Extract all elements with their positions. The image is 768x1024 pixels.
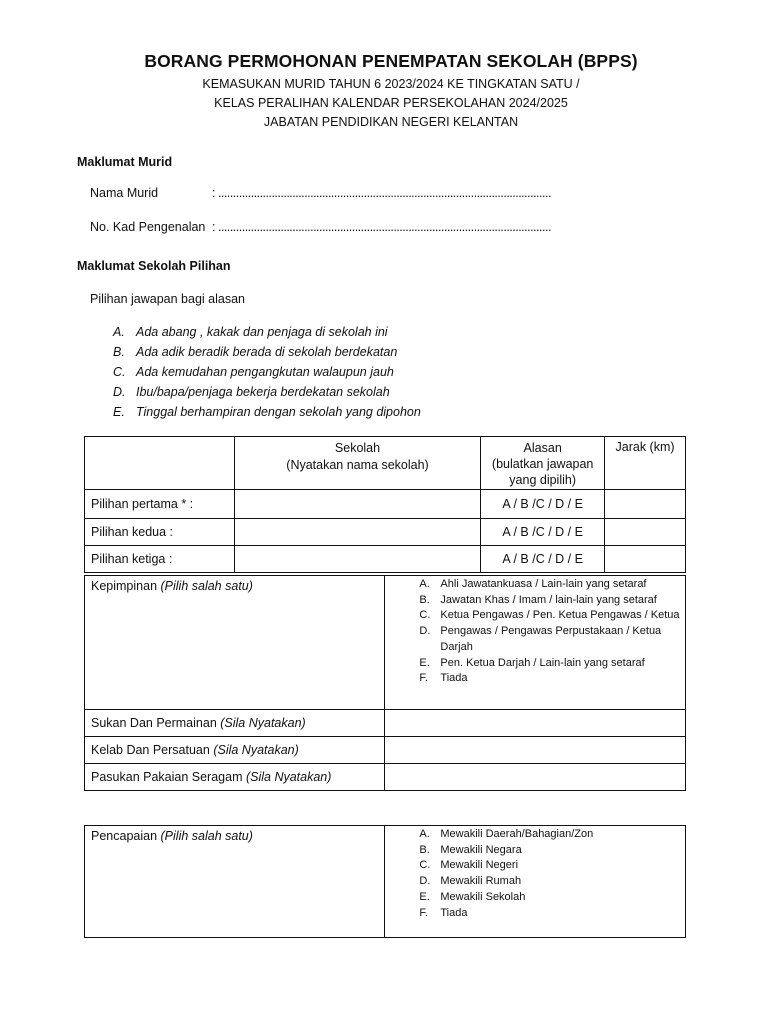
sports-label: Sukan Dan Permainan (Sila Nyatakan)	[85, 710, 385, 737]
achievement-options-cell[interactable]	[385, 826, 686, 938]
reason-option: D. Ibu/bapa/penjaga bekerja berdekatan sekolah	[113, 385, 390, 399]
school-name-cell[interactable]	[234, 519, 481, 546]
school-name-cell[interactable]	[234, 490, 481, 519]
uniform-input-cell[interactable]	[385, 764, 686, 791]
student-name-label: Nama Murid	[90, 186, 159, 200]
student-ic-field[interactable]: : ................................................................................................................	[212, 220, 551, 234]
form-subtitle-line-1: KEMASUKAN MURID TAHUN 6 2023/2024 KE TINGKATAN SATU /	[202, 77, 580, 91]
activities-table	[84, 575, 686, 791]
achievement-option[interactable]: C. Mewakili Negeri	[419, 859, 519, 872]
achievement-option[interactable]: B. Mewakili Negara	[419, 843, 522, 856]
table-row	[85, 764, 686, 791]
table-row	[85, 519, 686, 546]
achievement-option[interactable]: D. Mewakili Rumah	[419, 875, 522, 888]
reason-option: A. Ada abang , kakak dan penjaga di sekolah ini	[113, 325, 388, 339]
choice-label: Pilihan kedua :	[85, 519, 235, 546]
leadership-options-cell[interactable]	[385, 576, 686, 710]
uniform-label: Pasukan Pakaian Seragam (Sila Nyatakan)	[85, 764, 385, 791]
table-row	[85, 490, 686, 519]
table-header-blank	[85, 437, 235, 490]
achievement-option[interactable]: E. Mewakili Sekolah	[419, 890, 526, 903]
table-row	[85, 576, 686, 710]
leadership-option[interactable]: E. Pen. Ketua Darjah / Lain-lain yang setaraf	[419, 656, 645, 669]
reason-choice-cell[interactable]: A / B /C / D / E	[481, 519, 605, 546]
form-subtitle-line-2: KELAS PERALIHAN KALENDAR PERSEKOLAHAN 2024/2025	[214, 96, 568, 110]
reason-options-intro: Pilihan jawapan bagi alasan	[90, 292, 245, 306]
choice-label: Pilihan ketiga :	[85, 546, 235, 573]
leadership-option[interactable]: B. Jawatan Khas / Imam / lain-lain yang setaraf	[419, 593, 657, 606]
club-label: Kelab Dan Persatuan (Sila Nyatakan)	[85, 737, 385, 764]
table-row	[85, 710, 686, 737]
form-subtitle-line-3: JABATAN PENDIDIKAN NEGERI KELANTAN	[263, 115, 519, 129]
school-name-cell[interactable]	[234, 546, 481, 573]
student-info-heading: Maklumat Murid	[77, 155, 173, 169]
leadership-option[interactable]: F. Tiada	[419, 672, 468, 685]
leadership-option[interactable]: C. Ketua Pengawas / Pen. Ketua Pengawas / Ketua	[419, 609, 680, 622]
choice-label: Pilihan pertama * :	[85, 490, 235, 519]
reason-option: C. Ada kemudahan pengangkutan walaupun jauh	[113, 365, 394, 379]
table-header-distance: Jarak (km)	[605, 437, 686, 490]
reason-choice-cell[interactable]: A / B /C / D / E	[481, 490, 605, 519]
form-title: BORANG PERMOHONAN PENEMPATAN SEKOLAH (BPPS)	[144, 51, 638, 71]
club-input-cell[interactable]	[385, 737, 686, 764]
student-name-field[interactable]: : ................................................................................................................	[212, 186, 551, 200]
distance-cell[interactable]	[605, 546, 686, 573]
school-choice-table	[84, 436, 686, 573]
leadership-option[interactable]: A. Ahli Jawatankuasa / Lain-lain yang setaraf	[419, 578, 647, 590]
achievement-table	[84, 825, 686, 938]
table-row	[85, 826, 686, 938]
leadership-option[interactable]: D. Pengawas / Pengawas Perpustakaan / Ketua Darjah	[419, 625, 662, 653]
table-header-school: Sekolah (Nyatakan nama sekolah)	[234, 437, 481, 490]
reason-option: E. Tinggal berhampiran dengan sekolah yang dipohon	[113, 405, 421, 419]
table-header-reason: Alasan (bulatkan jawapan yang dipilih)	[481, 437, 605, 490]
student-ic-label: No. Kad Pengenalan	[90, 220, 206, 234]
achievement-option[interactable]: A. Mewakili Daerah/Bahagian/Zon	[419, 828, 594, 840]
sports-input-cell[interactable]	[385, 710, 686, 737]
distance-cell[interactable]	[605, 519, 686, 546]
table-row	[85, 737, 686, 764]
reason-choice-cell[interactable]: A / B /C / D / E	[481, 546, 605, 573]
leadership-label: Kepimpinan (Pilih salah satu)	[85, 576, 385, 710]
reason-option: B. Ada adik beradik berada di sekolah berdekatan	[113, 345, 398, 359]
table-row	[85, 546, 686, 573]
distance-cell[interactable]	[605, 490, 686, 519]
achievement-option[interactable]: F. Tiada	[419, 906, 468, 919]
school-info-heading: Maklumat Sekolah Pilihan	[77, 259, 231, 273]
achievement-label: Pencapaian (Pilih salah satu)	[85, 826, 385, 938]
